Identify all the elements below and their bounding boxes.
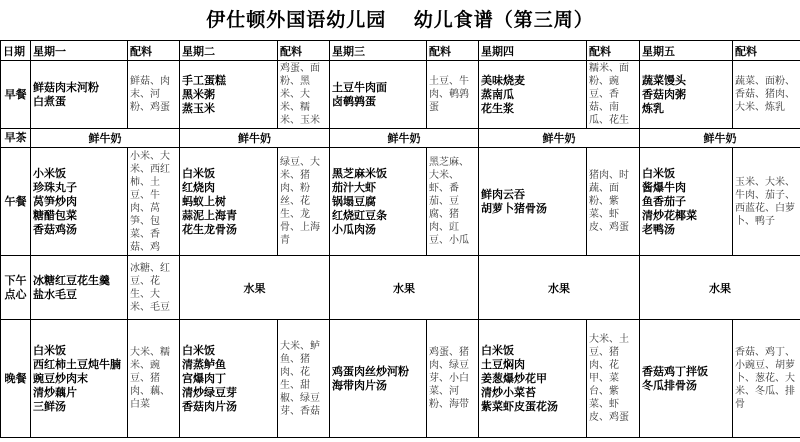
- breakfast-row: [1, 61, 800, 129]
- dinner-ingredients-3: 鸡蛋、猪肉、绿豆芽、小白菜、河粉、海带: [427, 320, 479, 438]
- header-ingredients-2: 配料: [278, 41, 330, 61]
- header-day-3: 星期三: [330, 41, 427, 61]
- morning-tea-item-4: 鲜牛奶: [479, 129, 640, 148]
- lunch-meal-1: 小米饭 珍珠丸子 莴笋炒肉 糖醋包菜 香菇鸡汤: [31, 148, 128, 256]
- header-day-1: 星期一: [31, 41, 128, 61]
- dinner-ingredients-5: 香菇、鸡丁、小豌豆、胡萝卜、葱花、大米、冬瓜、排骨: [733, 320, 800, 438]
- header-date: 日期: [1, 41, 31, 61]
- header-row: [1, 41, 800, 61]
- breakfast-meal-3: 土豆牛肉面 卤鹌鹑蛋: [330, 61, 427, 129]
- lunch-row: [1, 148, 800, 256]
- row-label-lunch: 午餐: [1, 148, 31, 256]
- header-day-2: 星期二: [180, 41, 278, 61]
- morning-tea-item-5: 鲜牛奶: [640, 129, 800, 148]
- breakfast-ingredients-1: 鲜菇、肉末、河粉、鸡蛋: [128, 61, 180, 129]
- breakfast-meal-4: 美味烧麦 蒸南瓜 花生浆: [479, 61, 587, 129]
- page-title: 伊仕顿外国语幼儿园 幼儿食谱（第三周）: [206, 9, 594, 31]
- dinner-meal-3: 鸡蛋肉丝炒河粉 海带肉片汤: [330, 320, 427, 438]
- dinner-meal-4: 白米饭 土豆焖肉 姜葱爆炒花甲 清炒小菜苔 紫菜虾皮蛋花汤: [479, 320, 587, 438]
- dinner-ingredients-2: 大米、鲈鱼、猪肉、花生、甜椒、绿豆芽、香菇: [278, 320, 330, 438]
- lunch-meal-2: 白米饭 红烧肉 蚂蚁上树 蒜泥上海青 花生龙骨汤: [180, 148, 278, 256]
- lunch-ingredients-3: 黑芝麻、大米、虾、番茄、豆腐、猪肉、豇豆、小瓜: [427, 148, 479, 256]
- lunch-meal-3: 黑芝麻米饭 茄汁大虾 锅塌豆腐 红烧豇豆条 小瓜肉汤: [330, 148, 427, 256]
- breakfast-ingredients-2: 鸡蛋、面粉、黑米、大米、糯米、玉米: [278, 61, 330, 129]
- dinner-row: [1, 320, 800, 438]
- lunch-ingredients-1: 小米、大米、西红柿、土豆、牛肉、莴笋、包菜、香菇、鸡: [128, 148, 180, 256]
- morning-tea-item-2: 鲜牛奶: [180, 129, 330, 148]
- snack-fruit-3: 水果: [330, 256, 479, 320]
- lunch-ingredients-5: 玉米、大米、牛肉、茄子、西蓝花、白萝卜、鸭子: [733, 148, 800, 256]
- lunch-meal-4: 鲜肉云吞 胡萝卜猪骨汤: [479, 148, 587, 256]
- snack-fruit-4: 水果: [479, 256, 640, 320]
- snack-ingredients-1: 冰糖、红豆、花生、大米、毛豆: [128, 256, 180, 320]
- breakfast-ingredients-5: 蔬菜、面粉、香菇、猪肉、大米、炼乳: [733, 61, 800, 129]
- lunch-ingredients-4: 猪肉、时蔬、面粉、紫菜、虾皮、鸡蛋: [587, 148, 640, 256]
- header-day-4: 星期四: [479, 41, 587, 61]
- dinner-meal-1: 白米饭 西红柿土豆炖牛腩 豌豆炒肉末 清炒藕片 三鲜汤: [31, 320, 128, 438]
- menu-table: [0, 40, 800, 438]
- afternoon-snack-row: [1, 256, 800, 320]
- morning-tea-item-3: 鲜牛奶: [330, 129, 479, 148]
- morning-tea-item-1: 鲜牛奶: [31, 129, 180, 148]
- dinner-meal-2: 白米饭 清蒸鲈鱼 宫爆肉丁 清炒绿豆芽 香菇肉片汤: [180, 320, 278, 438]
- header-day-5: 星期五: [640, 41, 733, 61]
- header-ingredients-3: 配料: [427, 41, 479, 61]
- breakfast-meal-5: 蔬菜馒头 香菇肉粥 炼乳: [640, 61, 733, 129]
- breakfast-ingredients-4: 糯米、面粉、豌豆、香菇、南瓜、花生: [587, 61, 640, 129]
- snack-meal-1: 冰糖红豆花生羹 盐水毛豆: [31, 256, 128, 320]
- header-ingredients-4: 配料: [587, 41, 640, 61]
- dinner-ingredients-4: 大米、土豆、猪肉、花甲、菜台、紫菜、虾皮、鸡蛋: [587, 320, 640, 438]
- lunch-meal-5: 白米饭 酱爆牛肉 鱼香茄子 清炒花椰菜 老鸭汤: [640, 148, 733, 256]
- dinner-ingredients-1: 大米、糯米、豌豆、猪肉、藕、白菜: [128, 320, 180, 438]
- breakfast-meal-1: 鲜菇肉末河粉 白煮蛋: [31, 61, 128, 129]
- lunch-ingredients-2: 绿豆、大米、猪肉、粉丝、花生、龙骨、上海青: [278, 148, 330, 256]
- header-ingredients-1: 配料: [128, 41, 180, 61]
- snack-fruit-2: 水果: [180, 256, 330, 320]
- row-label-dinner: 晚餐: [1, 320, 31, 438]
- header-ingredients-5: 配料: [733, 41, 800, 61]
- breakfast-ingredients-3: 土豆、牛肉、鹌鹑蛋: [427, 61, 479, 129]
- row-label-breakfast: 早餐: [1, 61, 31, 129]
- row-label-morning-tea: 早茶: [1, 129, 31, 148]
- morning-tea-row: [1, 129, 800, 148]
- dinner-meal-5: 香菇鸡丁拌饭 冬瓜排骨汤: [640, 320, 733, 438]
- row-label-afternoon-snack: 下午 点心: [1, 256, 31, 320]
- snack-fruit-5: 水果: [640, 256, 800, 320]
- breakfast-meal-2: 手工蛋糕 黑米粥 蒸玉米: [180, 61, 278, 129]
